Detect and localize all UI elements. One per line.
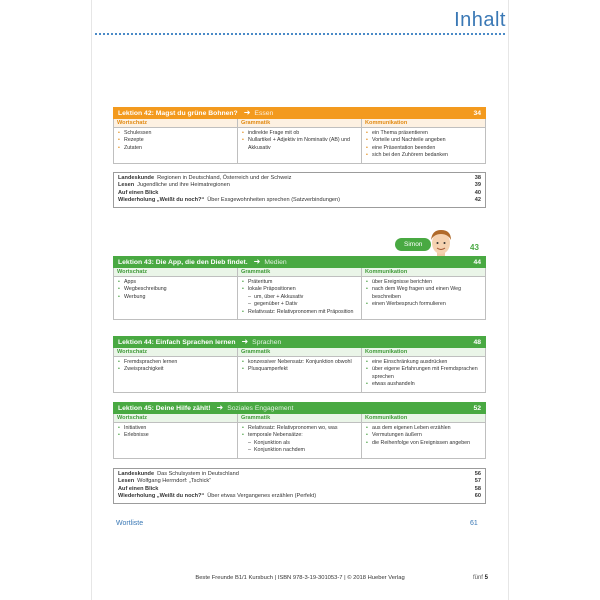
extras-row[interactable]: [118, 478, 481, 485]
list-item: • eine Präsentation beenden: [365, 145, 482, 152]
extras-label: Auf einen Blick: [118, 189, 159, 196]
list-item: • Fremdsprachen lernen: [117, 359, 234, 366]
kommunikation-column: [361, 348, 485, 392]
list-item: • Wegbeschreibung: [117, 286, 234, 293]
lesson-topic: Soziales Engagement: [227, 404, 294, 412]
extras-row[interactable]: [118, 175, 481, 182]
list-item: • Plusquamperfekt: [241, 366, 358, 373]
lesson-title: Lektion 43: Die App, die den Dieb findet.: [118, 258, 248, 266]
extras-box-1: [113, 172, 486, 208]
wortschatz-column: [114, 348, 237, 392]
extras-label: Landeskunde: [118, 471, 155, 477]
extras-label: Lesen: [118, 182, 135, 189]
list-item: • konzessiver Nebensatz: Konjunktion obwohl: [241, 359, 358, 366]
character-page: 43: [470, 243, 479, 252]
list-item: • aus dem eigenen Leben erzählen: [365, 425, 482, 432]
list-item: • ein Thema präsentieren: [365, 130, 482, 137]
character-name-badge: Simon: [395, 238, 431, 251]
arrow-right-icon: ➜: [253, 257, 261, 266]
list-item: • über eigene Erfahrungen mit Fremdsprachen sprechen: [365, 366, 482, 381]
column-heading: Grammatik: [238, 268, 361, 277]
lesson-page: 52: [473, 404, 481, 412]
extras-label: Lesen: [118, 478, 135, 485]
grammatik-column: [237, 268, 361, 319]
list-item: • Präteritum: [241, 279, 358, 286]
list-item: • Zutaten: [117, 145, 234, 152]
extras-label: Wiederholung „Weißt du noch?“: [118, 493, 205, 500]
extras-text: Über Essgewohnheiten sprechen (Satzverbindungen): [207, 197, 341, 204]
list-item: • einen Werbespruch formulieren: [365, 301, 482, 308]
page-number-digit: 5: [484, 575, 488, 581]
extras-row[interactable]: [118, 197, 481, 204]
wortschatz-column: [114, 119, 237, 163]
list-item: • Vorteile und Nachteile angeben: [365, 137, 482, 144]
lesson-43: [113, 256, 486, 320]
list-item: • nach dem Weg fragen und einen Weg beschreiben: [365, 286, 482, 301]
lesson-page: 44: [473, 258, 481, 266]
list-item: • indirekte Frage mit ob: [241, 130, 358, 137]
arrow-right-icon: ➜: [241, 337, 249, 346]
list-item: • Schulessen: [117, 130, 234, 137]
sub-item: – Konjunktion nachdem: [241, 447, 358, 454]
lesson-45: [113, 402, 486, 459]
extras-text: Das Schulsystem in Deutschland: [157, 471, 239, 477]
grammatik-column: [237, 119, 361, 163]
sub-item: – Konjunktion als: [241, 440, 358, 447]
grammatik-column: [237, 414, 361, 458]
lesson-topic: Sprachen: [252, 338, 282, 346]
column-heading: Wortschatz: [114, 268, 237, 277]
list-item: • die Reihenfolge von Ereignissen angeben: [365, 440, 482, 447]
column-heading: Kommunikation: [362, 414, 485, 423]
lesson-title: Lektion 44: Einfach Sprachen lernen: [118, 338, 236, 346]
extras-page: 57: [474, 478, 481, 485]
extras-row[interactable]: [118, 471, 481, 478]
list-item: • Relativsatz: Relativpronomen mit Präposition: [241, 309, 358, 316]
column-heading: Grammatik: [238, 348, 361, 357]
extras-page: 39: [474, 182, 481, 189]
list-item: • über Ereignisse berichten: [365, 279, 482, 286]
list-item: • Apps: [117, 279, 234, 286]
grammatik-column: [237, 348, 361, 392]
column-heading: Kommunikation: [362, 268, 485, 277]
list-item: • etwas aushandeln: [365, 381, 482, 388]
extras-text: Regionen in Deutschland, Österreich und der Schweiz: [157, 175, 292, 181]
list-item: • Erlebnisse: [117, 432, 234, 439]
column-heading: Wortschatz: [114, 348, 237, 357]
list-item: • Zweisprachigkeit: [117, 366, 234, 373]
lesson-42: [113, 107, 486, 164]
sub-item: – gegenüber + Dativ: [241, 301, 358, 308]
wordlist-page: 61: [470, 520, 478, 527]
list-item: • Relativsatz: Relativpronomen wo, was: [241, 425, 358, 432]
lesson-title: Lektion 42: Magst du grüne Bohnen?: [118, 109, 238, 117]
extras-row[interactable]: [118, 182, 481, 189]
extras-page: 60: [474, 493, 481, 500]
list-item: • temporale Nebensätze:: [241, 432, 358, 439]
extras-text: Über etwas Vergangenes erzählen (Perfekt): [207, 493, 317, 500]
extras-label: Wiederholung „Weißt du noch?“: [118, 197, 205, 204]
list-item: • sich bei den Zuhörern bedanken: [365, 152, 482, 159]
wortschatz-column: [114, 414, 237, 458]
list-item: • Vermutungen äußern: [365, 432, 482, 439]
extras-page: 38: [474, 175, 481, 181]
extras-label: Auf einen Blick: [118, 485, 159, 492]
extras-page: 40: [474, 189, 481, 196]
arrow-right-icon: ➜: [243, 108, 251, 117]
footer-credits: Beste Freunde B1/1 Kursbuch | ISBN 978-3-19-301053-7 | © 2018 Hueber Verlag: [195, 575, 405, 581]
list-item: • Nullartikel + Adjektiv im Nominativ (AB) und Akkusativ: [241, 137, 358, 152]
column-heading: Kommunikation: [362, 348, 485, 357]
extras-row[interactable]: [118, 493, 481, 500]
column-heading: Grammatik: [238, 414, 361, 423]
extras-label: Landeskunde: [118, 175, 155, 181]
page-number-word: fünf: [472, 575, 483, 581]
lesson-page: 34: [473, 109, 481, 117]
list-item: • Werbung: [117, 294, 234, 301]
wortschatz-column: [114, 268, 237, 319]
extras-text: Wolfgang Herrndorf: „Tschick“: [137, 478, 212, 485]
page-title: Inhalt: [454, 9, 506, 31]
lesson-43-header[interactable]: [113, 256, 486, 268]
wordlist-link[interactable]: Wortliste: [116, 520, 144, 527]
extras-box-2: [113, 468, 486, 504]
dotted-divider: [95, 33, 505, 35]
arrow-right-icon: ➜: [216, 403, 224, 412]
list-item: • Initiativen: [117, 425, 234, 432]
lesson-page: 48: [473, 338, 481, 346]
column-heading: Wortschatz: [114, 119, 237, 128]
list-item: • eine Einschränkung ausdrücken: [365, 359, 482, 366]
lesson-42-header[interactable]: [113, 107, 486, 119]
list-item: • lokale Präpositionen: [241, 286, 358, 293]
list-item: • Rezepte: [117, 137, 234, 144]
column-heading: Grammatik: [238, 119, 361, 128]
lesson-44: [113, 336, 486, 393]
extras-page: 42: [474, 197, 481, 204]
lesson-title: Lektion 45: Deine Hilfe zählt!: [118, 404, 211, 412]
extras-page: 58: [474, 485, 481, 492]
page-number: [473, 575, 488, 581]
kommunikation-column: [361, 268, 485, 319]
extras-page: 56: [474, 471, 481, 477]
lesson-topic: Essen: [254, 109, 274, 117]
sub-item: – um, über + Akkusativ: [241, 294, 358, 301]
kommunikation-column: [361, 119, 485, 163]
kommunikation-column: [361, 414, 485, 458]
column-heading: Wortschatz: [114, 414, 237, 423]
lesson-45-header[interactable]: [113, 402, 486, 414]
extras-text: Jugendliche und ihre Heimatregionen: [137, 182, 230, 189]
lesson-44-header[interactable]: [113, 336, 486, 348]
lesson-topic: Medien: [264, 258, 287, 266]
column-heading: Kommunikation: [362, 119, 485, 128]
